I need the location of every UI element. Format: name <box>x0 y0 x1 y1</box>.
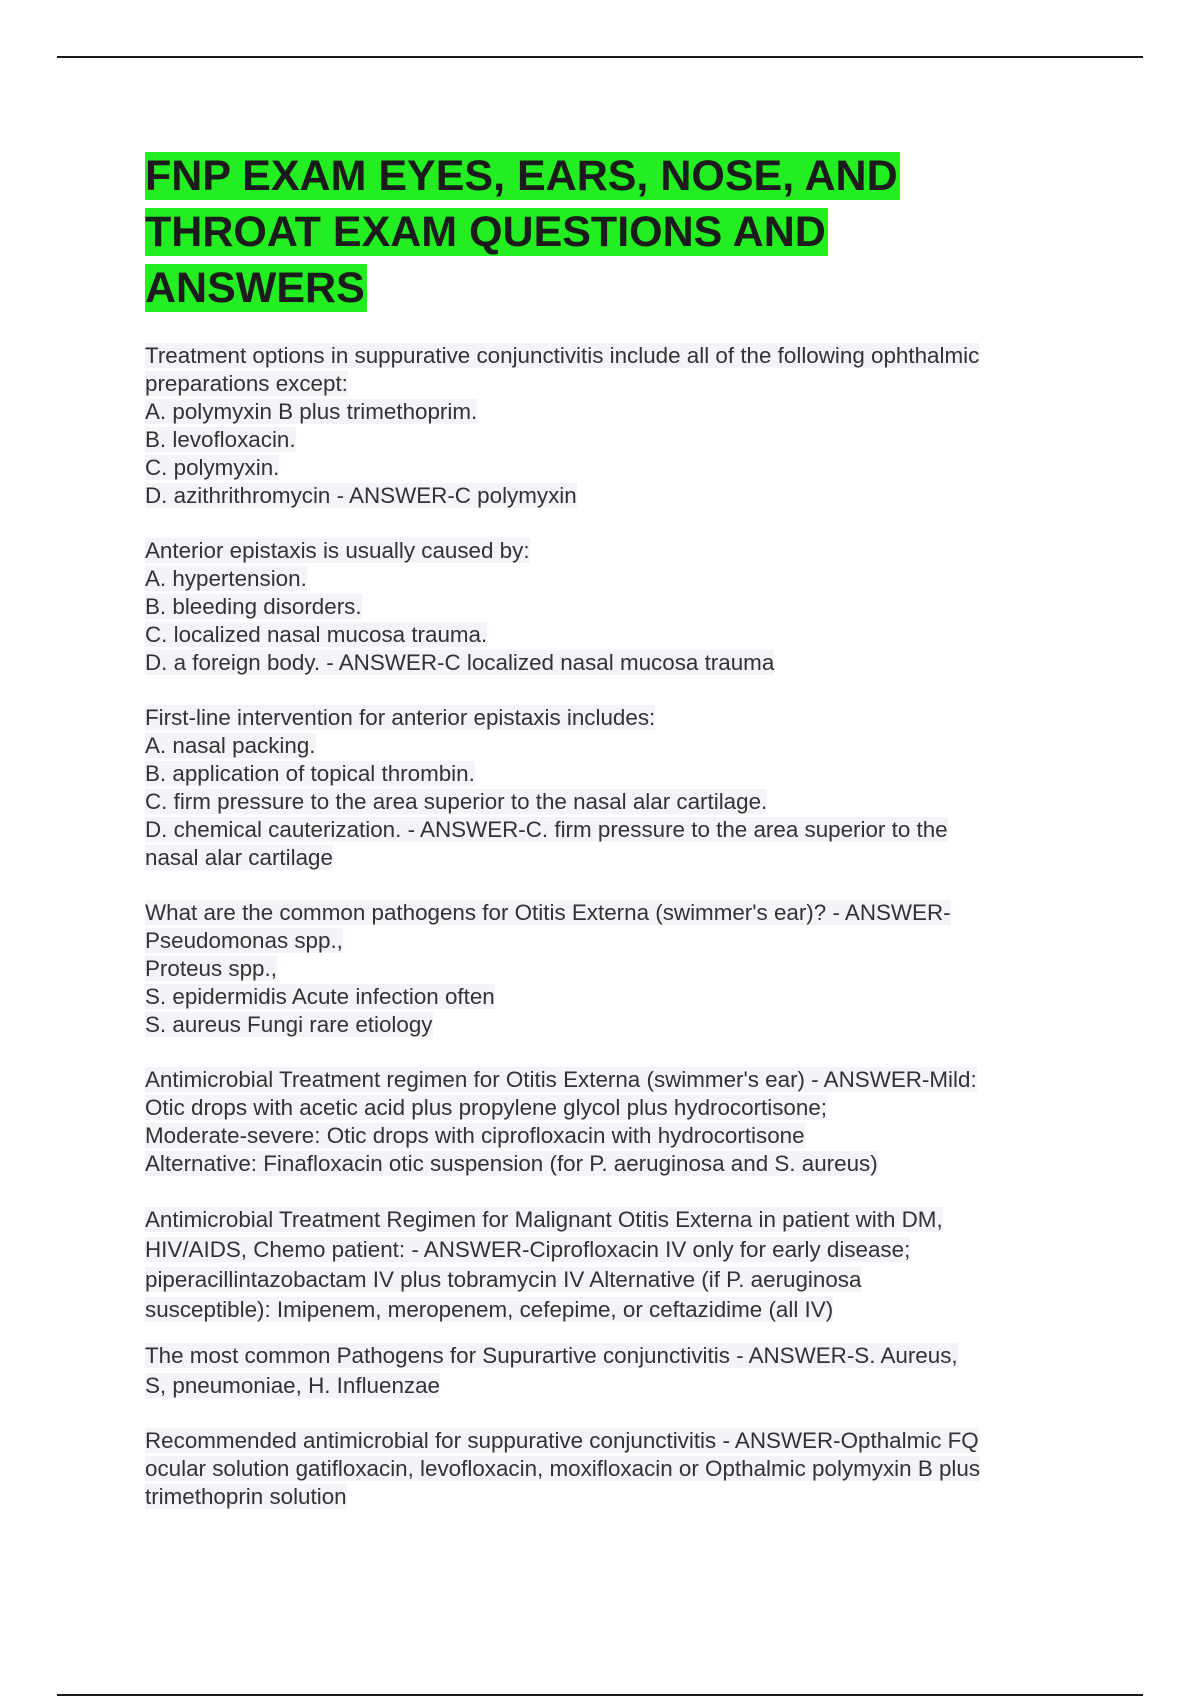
qa-line: piperacillintazobactam IV plus tobramycin IV Alternative (if P. aeruginosa <box>145 1267 862 1292</box>
qa-line: susceptible): Imipenem, meropenem, cefepime, or ceftazidime (all IV) <box>145 1297 834 1322</box>
qa-line: nasal alar cartilage <box>145 845 333 870</box>
qa-line: S, pneumoniae, H. Influenzae <box>145 1373 441 1398</box>
qa-line: C. localized nasal mucosa trauma. <box>145 622 488 647</box>
qa-line: The most common Pathogens for Supurartive conjunctivitis - ANSWER-S. Aureus, <box>145 1343 958 1368</box>
qa-line: HIV/AIDS, Chemo patient: - ANSWER-Ciprofloxacin IV only for early disease; <box>145 1237 911 1262</box>
qa-line: Pseudomonas spp., <box>145 928 343 953</box>
qa-block-otitis-treatment <box>145 1066 1075 1178</box>
title-highlight <box>145 152 900 312</box>
qa-block-epistaxis-intervention <box>145 704 1075 872</box>
qa-block-conjunctivitis-pathogens <box>145 1341 1075 1401</box>
qa-line: Antimicrobial Treatment Regimen for Malignant Otitis Externa in patient with DM, <box>145 1207 943 1232</box>
qa-line: A. polymyxin B plus trimethoprim. <box>145 399 478 424</box>
qa-block-conjunctivitis-treatment <box>145 342 1075 510</box>
qa-line: D. a foreign body. - ANSWER-C localized nasal mucosa trauma <box>145 650 775 675</box>
bottom-rule <box>57 1694 1143 1696</box>
qa-line: B. bleeding disorders. <box>145 594 362 619</box>
title-line-2: THROAT EXAM QUESTIONS AND <box>145 208 826 256</box>
qa-line: C. firm pressure to the area superior to the nasal alar cartilage. <box>145 789 768 814</box>
qa-line: Otic drops with acetic acid plus propylene glycol plus hydrocortisone; <box>145 1095 828 1120</box>
title-line-3: ANSWERS <box>145 264 365 312</box>
qa-line: D. chemical cauterization. - ANSWER-C. firm pressure to the area superior to the <box>145 817 948 842</box>
qa-line: Antimicrobial Treatment regimen for Otitis Externa (swimmer's ear) - ANSWER-Mild: <box>145 1067 977 1092</box>
document-title <box>145 148 1075 316</box>
qa-line: S. aureus Fungi rare etiology <box>145 1012 433 1037</box>
qa-line: ocular solution gatifloxacin, levofloxacin, moxifloxacin or Opthalmic polymyxin B plus <box>145 1456 981 1481</box>
qa-line: Anterior epistaxis is usually caused by: <box>145 538 530 563</box>
qa-line: trimethoprin solution <box>145 1484 347 1509</box>
qa-line: Proteus spp., <box>145 956 277 981</box>
qa-line: A. hypertension. <box>145 566 307 591</box>
qa-line: First-line intervention for anterior epistaxis includes: <box>145 705 656 730</box>
qa-line: preparations except: <box>145 371 348 396</box>
qa-line: B. levofloxacin. <box>145 427 296 452</box>
qa-line: A. nasal packing. <box>145 733 316 758</box>
qa-block-epistaxis-cause <box>145 537 1075 677</box>
top-rule <box>57 56 1143 58</box>
qa-line: Recommended antimicrobial for suppurative conjunctivitis - ANSWER-Opthalmic FQ <box>145 1428 979 1453</box>
qa-block-conjunctivitis-antimicrobial <box>145 1427 1075 1511</box>
qa-block-otitis-pathogens <box>145 899 1075 1039</box>
qa-line: Alternative: Finafloxacin otic suspension (for P. aeruginosa and S. aureus) <box>145 1151 878 1176</box>
qa-line: C. polymyxin. <box>145 455 280 480</box>
qa-block-malignant-otitis <box>145 1205 1075 1325</box>
qa-line: S. epidermidis Acute infection often <box>145 984 495 1009</box>
qa-line: What are the common pathogens for Otitis Externa (swimmer's ear)? - ANSWER- <box>145 900 951 925</box>
qa-line: B. application of topical thrombin. <box>145 761 475 786</box>
qa-line: Treatment options in suppurative conjunctivitis include all of the following ophthalmic <box>145 343 980 368</box>
document-body <box>145 148 1075 1538</box>
title-line-1: FNP EXAM EYES, EARS, NOSE, AND <box>145 152 898 200</box>
qa-line: Moderate-severe: Otic drops with ciprofloxacin with hydrocortisone <box>145 1123 805 1148</box>
qa-line: D. azithrithromycin - ANSWER-C polymyxin <box>145 483 577 508</box>
